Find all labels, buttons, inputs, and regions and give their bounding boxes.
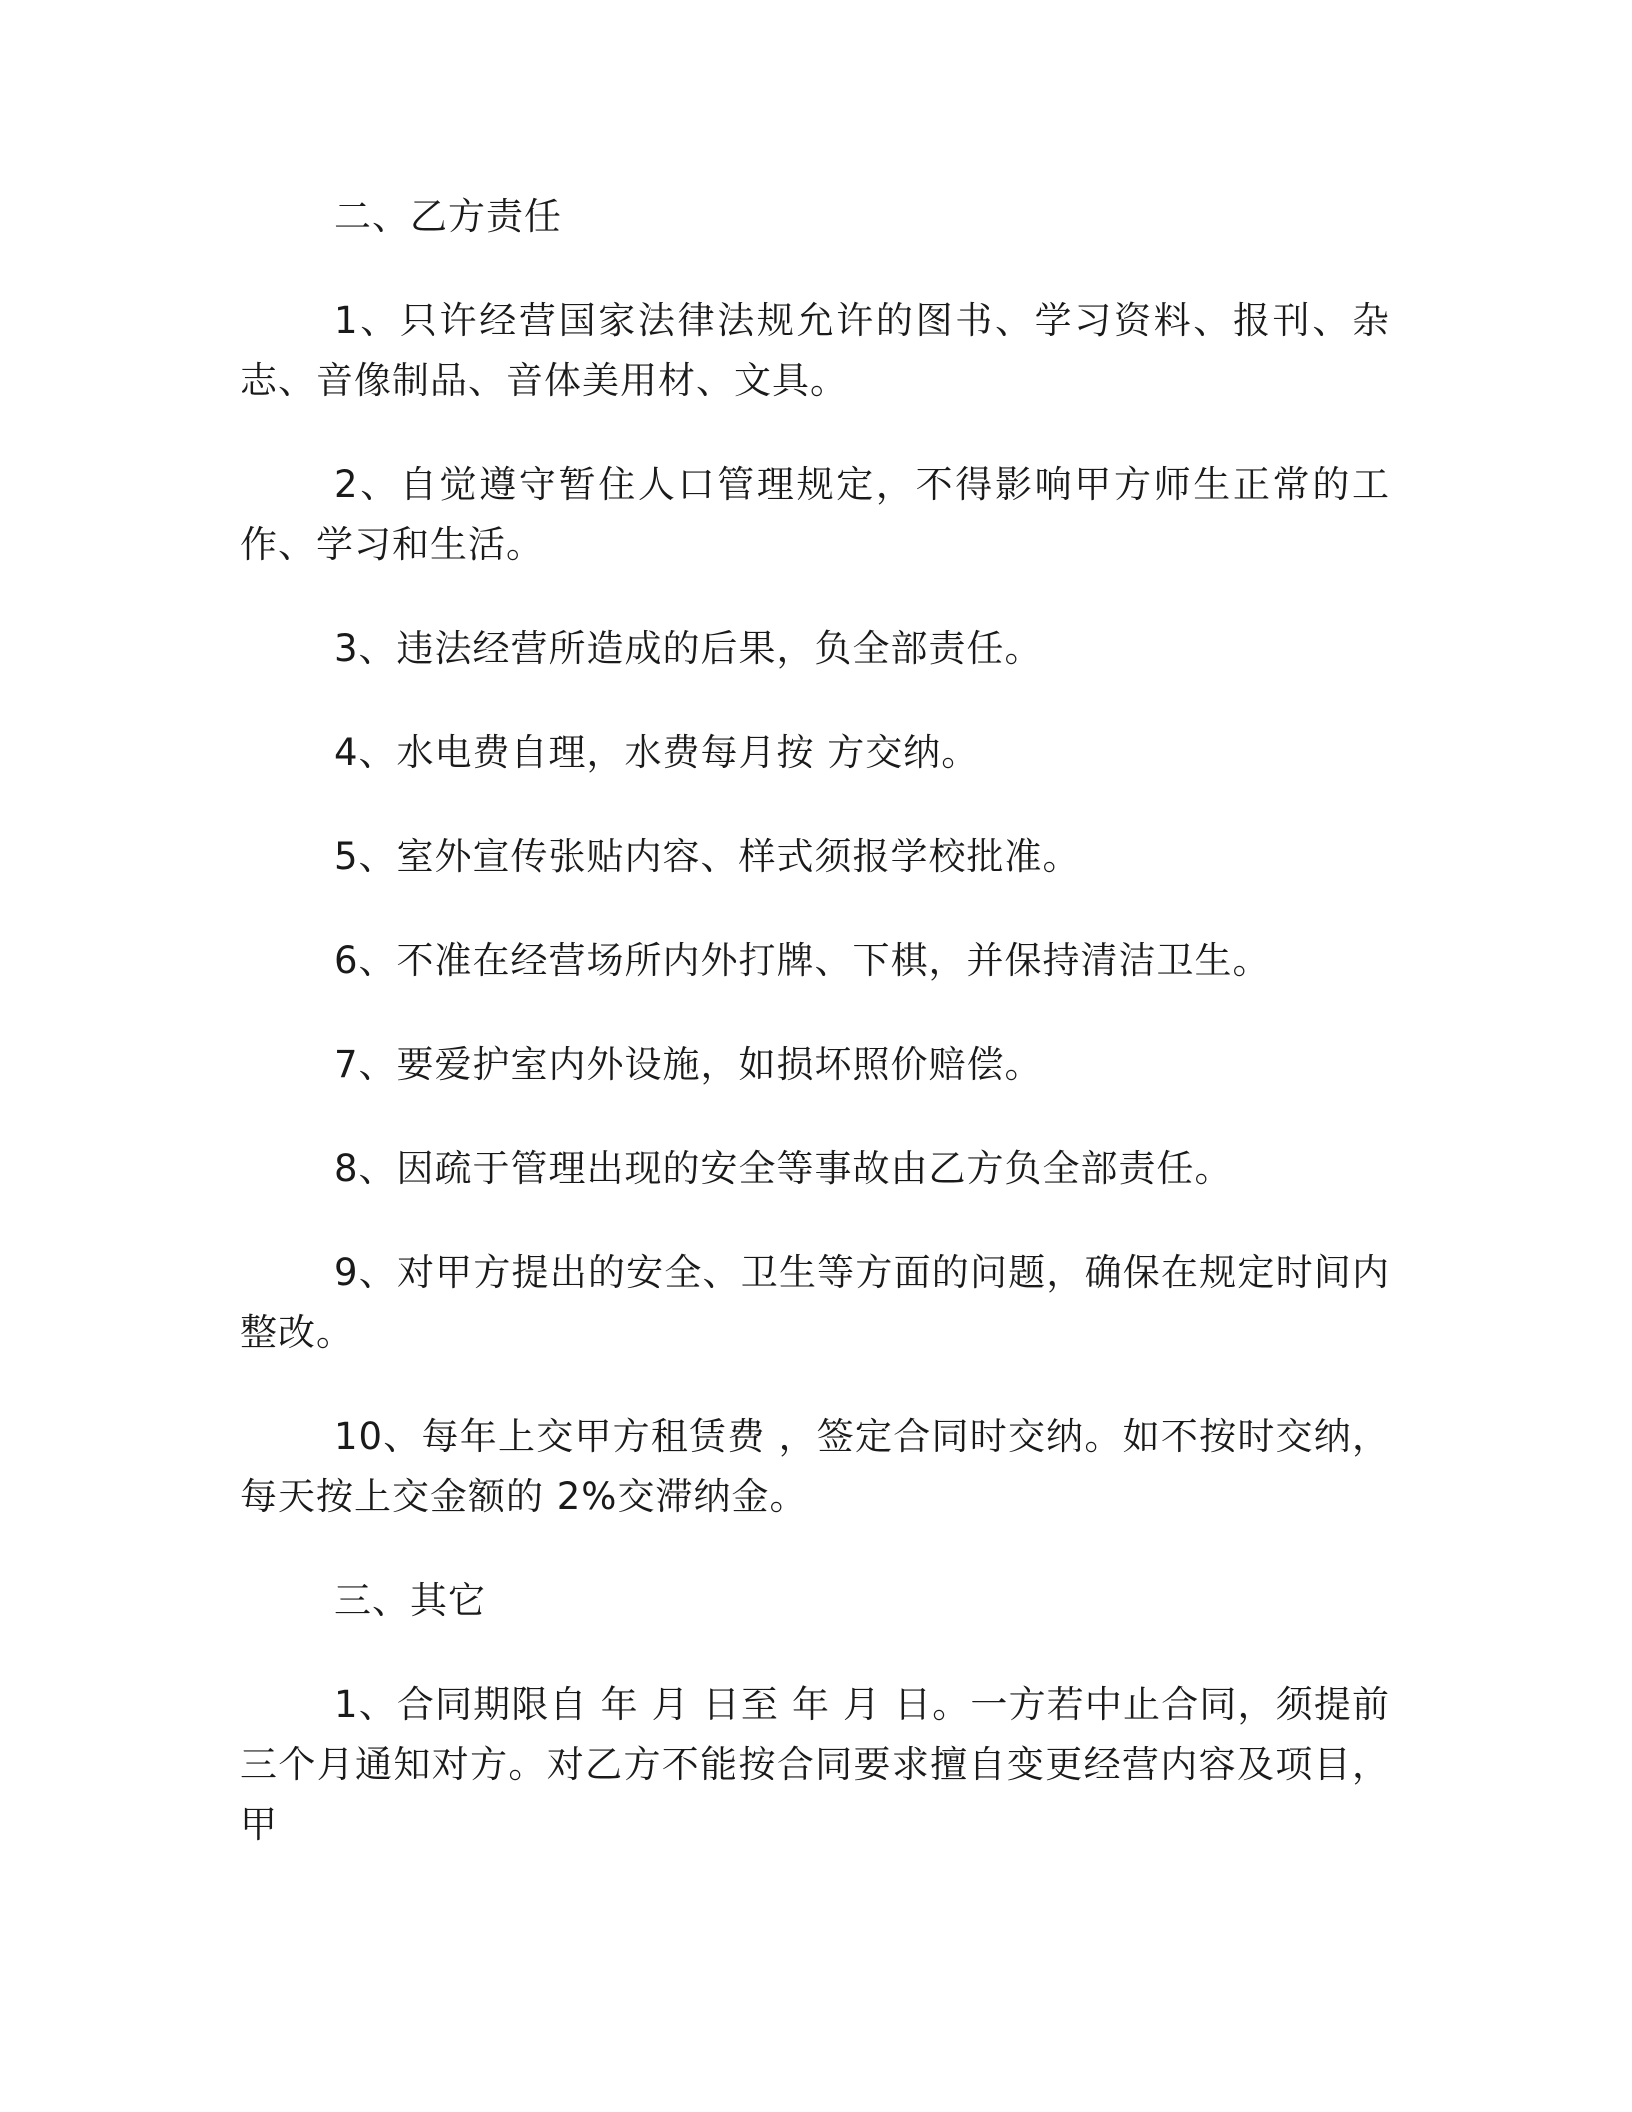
clause-paragraph: 9、对甲方提出的安全、卫生等方面的问题，确保在规定时间内整改。 [240, 1251, 1390, 1354]
document-body [240, 187, 1390, 1899]
section-heading-party-b-responsibilities: 二、乙方责任 [334, 195, 562, 238]
clause-paragraph: 6、不准在经营场所内外打牌、下棋，并保持清洁卫生。 [334, 939, 1271, 982]
clause-paragraph: 1、只许经营国家法律法规允许的图书、学习资料、报刊、杂志、音像制品、音体美用材、文具。 [240, 299, 1390, 402]
clause-paragraph: 2、自觉遵守暂住人口管理规定，不得影响甲方师生正常的工作、学习和生活。 [240, 463, 1390, 566]
clause-paragraph: 3、违法经营所造成的后果，负全部责任。 [334, 627, 1043, 670]
clause-paragraph: 4、水电费自理，水费每月按 方交纳。 [334, 731, 980, 774]
clause-paragraph: 1、合同期限自 年 月 日至 年 月 日。一方若中止合同，须提前三个月通知对方。对乙方不能按合同要求擅自变更经营内容及项目，甲 [240, 1683, 1390, 1846]
section-heading-other: 三、其它 [334, 1579, 486, 1622]
clause-paragraph: 10、每年上交甲方租赁费 ，签定合同时交纳。如不按时交纳，每天按上交金额的 2%交滞纳金。 [240, 1415, 1390, 1518]
clause-paragraph: 7、要爱护室内外设施，如损坏照价赔偿。 [334, 1043, 1043, 1086]
clause-paragraph: 8、因疏于管理出现的安全等事故由乙方负全部责任。 [334, 1147, 1233, 1190]
clause-paragraph: 5、室外宣传张贴内容、样式须报学校批准。 [334, 835, 1081, 878]
